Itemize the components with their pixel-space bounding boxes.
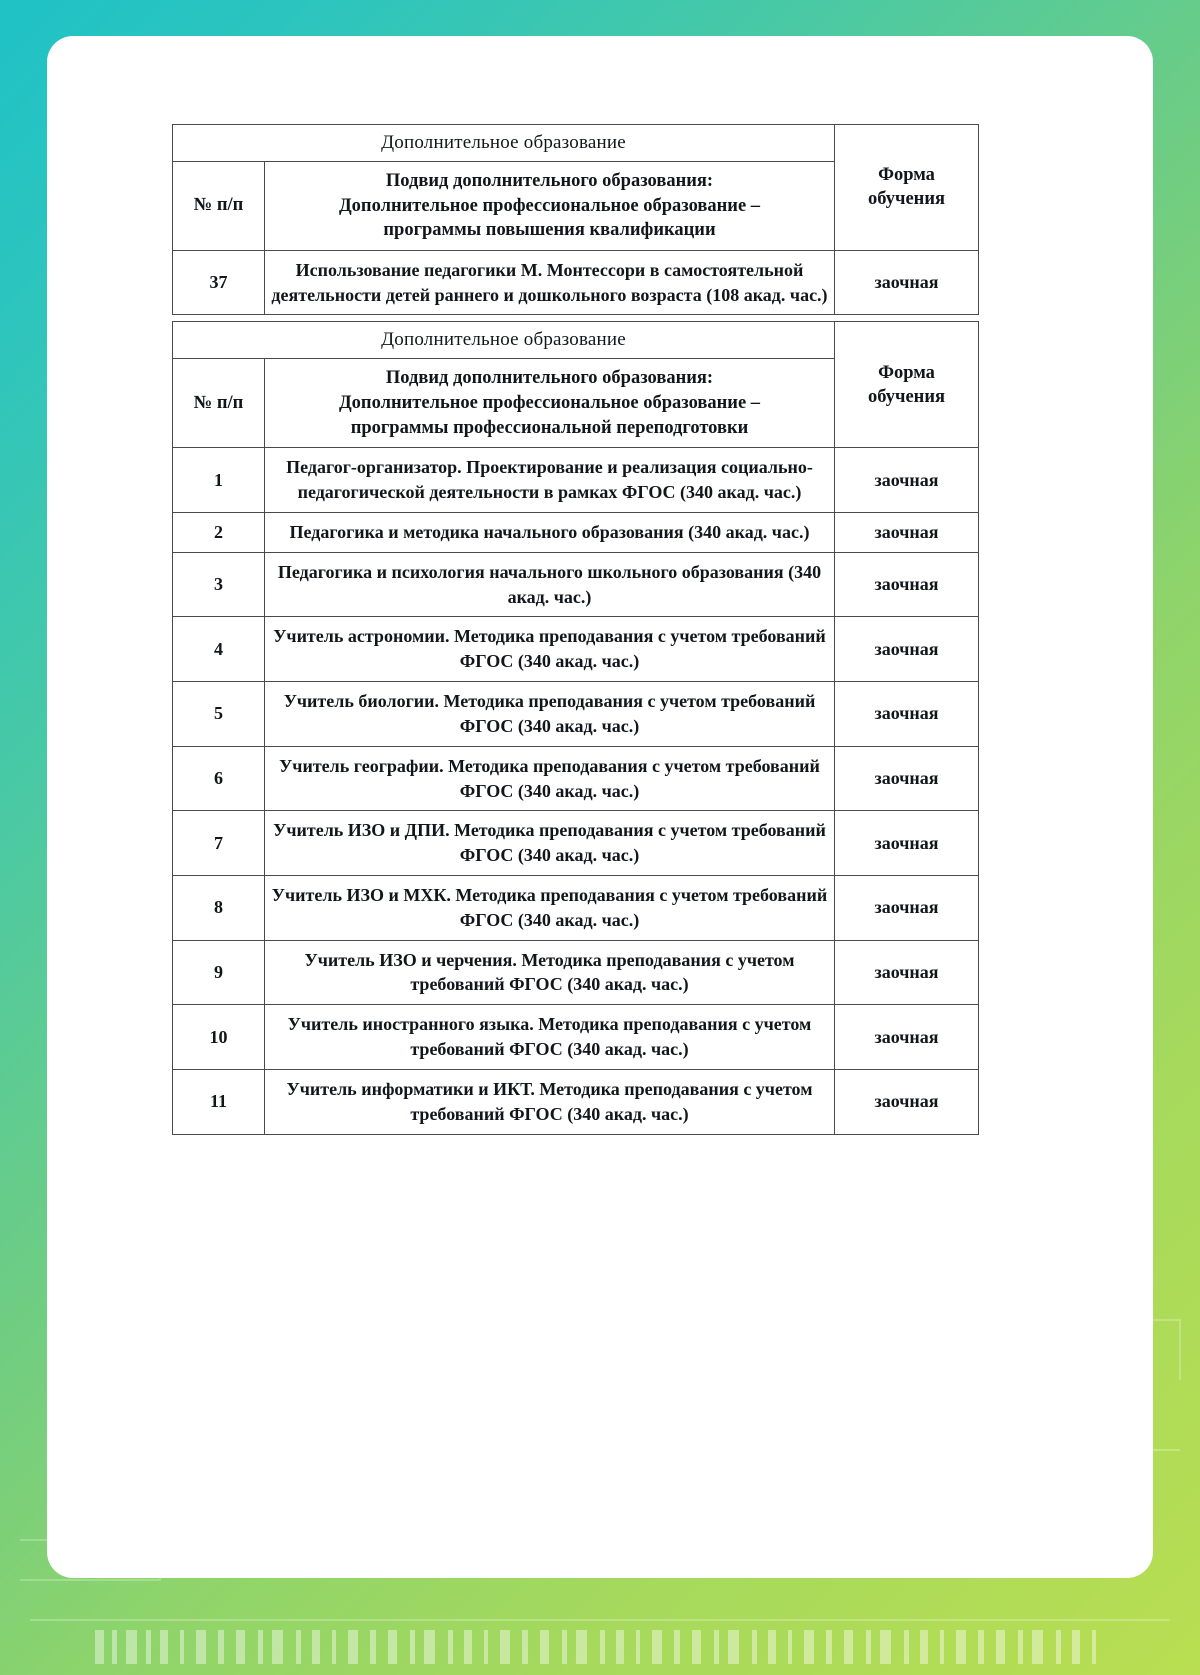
row-study-form: заочная [835, 512, 979, 552]
column-header-form-line1: Форма [878, 165, 935, 186]
row-study-form: заочная [835, 875, 979, 940]
column-header-form [835, 322, 979, 448]
document-content [172, 124, 978, 1135]
column-header-form [835, 125, 979, 251]
row-study-form: заочная [835, 1069, 979, 1134]
table-row [173, 512, 979, 552]
column-header-num: № п/п [173, 359, 265, 448]
row-number: 3 [173, 552, 265, 617]
row-program-name: Педагогика и методика начального образования (340 акад. час.) [265, 512, 835, 552]
row-study-form: заочная [835, 746, 979, 811]
row-study-form: заочная [835, 940, 979, 1005]
row-program-name: Учитель ИЗО и черчения. Методика преподавания с учетом требований ФГОС (340 акад. час.) [265, 940, 835, 1005]
column-header-num: № п/п [173, 162, 265, 251]
section-title: Дополнительное образование [173, 322, 835, 359]
table-section-title-row [173, 125, 979, 162]
row-number: 4 [173, 617, 265, 682]
table-row [173, 1005, 979, 1070]
row-program-name: Учитель иностранного языка. Методика преподавания с учетом требований ФГОС (340 акад. час.) [265, 1005, 835, 1070]
column-header-form-line2: обучения [867, 386, 946, 407]
column-header-name-line2: Дополнительное профессиональное образование – [338, 393, 761, 414]
row-number: 9 [173, 940, 265, 1005]
table-row [173, 250, 979, 315]
row-program-name: Использование педагогики М. Монтессори в самостоятельной деятельности детей раннего и дошкольного возраста (108 акад. час.) [265, 250, 835, 315]
row-study-form: заочная [835, 552, 979, 617]
section-title: Дополнительное образование [173, 125, 835, 162]
row-number: 11 [173, 1069, 265, 1134]
row-program-name: Педагогика и психология начального школьного образования (340 акад. час.) [265, 552, 835, 617]
row-number: 6 [173, 746, 265, 811]
table-section-title-row [173, 322, 979, 359]
table-row [173, 875, 979, 940]
row-study-form: заочная [835, 617, 979, 682]
row-study-form: заочная [835, 1005, 979, 1070]
row-number: 37 [173, 250, 265, 315]
column-header-form-line2: обучения [867, 189, 946, 210]
row-study-form: заочная [835, 448, 979, 513]
row-program-name: Учитель ИЗО и МХК. Методика преподавания с учетом требований ФГОС (340 акад. час.) [265, 875, 835, 940]
table-povyshenie-kvalifikacii [172, 124, 979, 315]
table-row [173, 448, 979, 513]
row-number: 7 [173, 811, 265, 876]
row-study-form: заочная [835, 250, 979, 315]
row-program-name: Учитель астрономии. Методика преподавания с учетом требований ФГОС (340 акад. час.) [265, 617, 835, 682]
table-professionalnaya-perepodgotovka [172, 321, 979, 1134]
row-number: 1 [173, 448, 265, 513]
table-row [173, 940, 979, 1005]
row-study-form: заочная [835, 682, 979, 747]
column-header-name-line2: Дополнительное профессиональное образование – [338, 195, 761, 216]
row-number: 10 [173, 1005, 265, 1070]
column-header-name-line3: программы профессиональной переподготовки [350, 417, 749, 438]
table-row [173, 682, 979, 747]
row-number: 2 [173, 512, 265, 552]
table-row [173, 1069, 979, 1134]
column-header-name [265, 359, 835, 448]
row-program-name: Учитель биологии. Методика преподавания с учетом требований ФГОС (340 акад. час.) [265, 682, 835, 747]
row-program-name: Учитель географии. Методика преподавания с учетом требований ФГОС (340 акад. час.) [265, 746, 835, 811]
table-row [173, 552, 979, 617]
column-header-form-line1: Форма [878, 362, 935, 383]
table-row [173, 746, 979, 811]
table-row [173, 811, 979, 876]
column-header-name-line1: Подвид дополнительного образования: [385, 368, 714, 389]
row-number: 8 [173, 875, 265, 940]
row-program-name: Учитель ИЗО и ДПИ. Методика преподавания с учетом требований ФГОС (340 акад. час.) [265, 811, 835, 876]
row-study-form: заочная [835, 811, 979, 876]
column-header-name-line1: Подвид дополнительного образования: [385, 171, 714, 191]
table-row [173, 617, 979, 682]
row-number: 5 [173, 682, 265, 747]
column-header-name-line3: программы повышения квалификации [383, 220, 716, 241]
row-program-name: Учитель информатики и ИКТ. Методика преподавания с учетом требований ФГОС (340 акад. час.) [265, 1069, 835, 1134]
column-header-name [265, 162, 835, 251]
row-program-name: Педагог-организатор. Проектирование и реализация социально-педагогической деятельности в рамках ФГОС (340 акад. час.) [265, 448, 835, 513]
